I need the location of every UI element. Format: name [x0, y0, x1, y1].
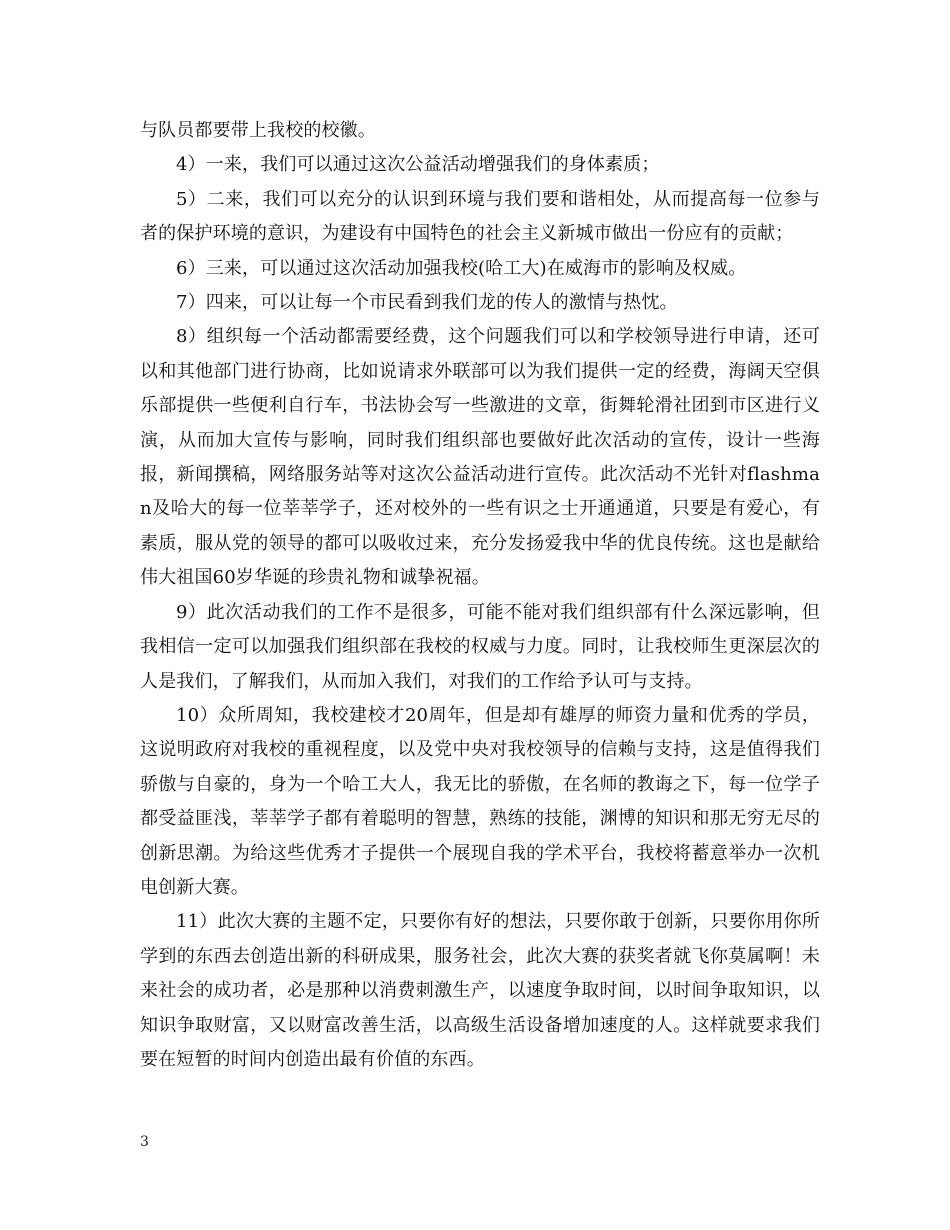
paragraph-item-10: 10）众所周知，我校建校才20周年，但是却有雄厚的师资力量和优秀的学员，这说明政府对我校的重视程度，以及党中央对我校领导的信赖与支持，这是值得我们骄傲与自豪的，身为一个哈工大人，我无比的骄傲，在名师的教诲之下，每一位学子都受益匪浅，莘莘学子都有着聪明的智慧，熟练的技能，渊博的知识和那无穷无尽的创新思潮。为给这些优秀才子提供一个展现自我的学术平台，我校将蓄意举办一次机电创新大赛。 [140, 704, 820, 898]
paragraph-item-6: 6）三来，可以通过这次活动加强我校(哈工大)在威海市的影响及权威。 [176, 257, 747, 279]
paragraph-item-5: 5）二来，我们可以充分的认识到环境与我们要和谐相处，从而提高每一位参与者的保护环境的意识，为建设有中国特色的社会主义新城市做出一份应有的贡献； [140, 188, 820, 245]
page-number: 3 [140, 1134, 149, 1150]
paragraph-item-9: 9）此次活动我们的工作不是很多，可能不能对我们组织部有什么深远影响，但我相信一定可以加强我们组织部在我校的权威与力度。同时，让我校师生更深层次的人是我们，了解我们，从而加入我们，对我们的工作给予认可与支持。 [140, 601, 820, 692]
paragraph-item-11: 11）此次大赛的主题不定，只要你有好的想法，只要你敢于创新，只要你用你所学到的东西去创造出新的科研成果，服务社会，此次大赛的获奖者就飞你莫属啊！未来社会的成功者，必是那种以消费刺激生产，以速度争取时间，以时间争取知识，以知识争取财富，又以财富改善生活，以高级生活设备增加速度的人。这样就要求我们要在短暂的时间内创造出最有价值的东西。 [140, 911, 820, 1070]
paragraph-continuation: 与队员都要带上我校的校徽。 [140, 120, 376, 141]
paragraph-item-4: 4）一来，我们可以通过这次公益活动增强我们的身体素质； [176, 154, 660, 176]
document-body [140, 114, 820, 1077]
paragraph-item-8: 8）组织每一个活动都需要经费，这个问题我们可以和学校领导进行申请，还可以和其他部门进行协商，比如说请求外联部可以为我们提供一定的经费，海阔天空俱乐部提供一些便利自行车，书法协会写一些激进的文章，街舞轮滑社团到市区进行义演，从而加大宣传与影响，同时我们组织部也要做好此次活动的宣传，设计一些海报，新闻撰稿，网络服务站等对这次公益活动进行宣传。此次活动不光针对flashman及哈大的每一位莘莘学子，还对校外的一些有识之士开通通道，只要是有爱心，有素质，服从党的领导的都可以吸收过来，充分发扬爱我中华的优良传统。这也是献给伟大祖国60岁华诞的珍贵礼物和诚挚祝福。 [140, 326, 820, 589]
paragraph-item-7: 7）四来，可以让每一个市民看到我们龙的传人的激情与热忱。 [176, 292, 678, 314]
